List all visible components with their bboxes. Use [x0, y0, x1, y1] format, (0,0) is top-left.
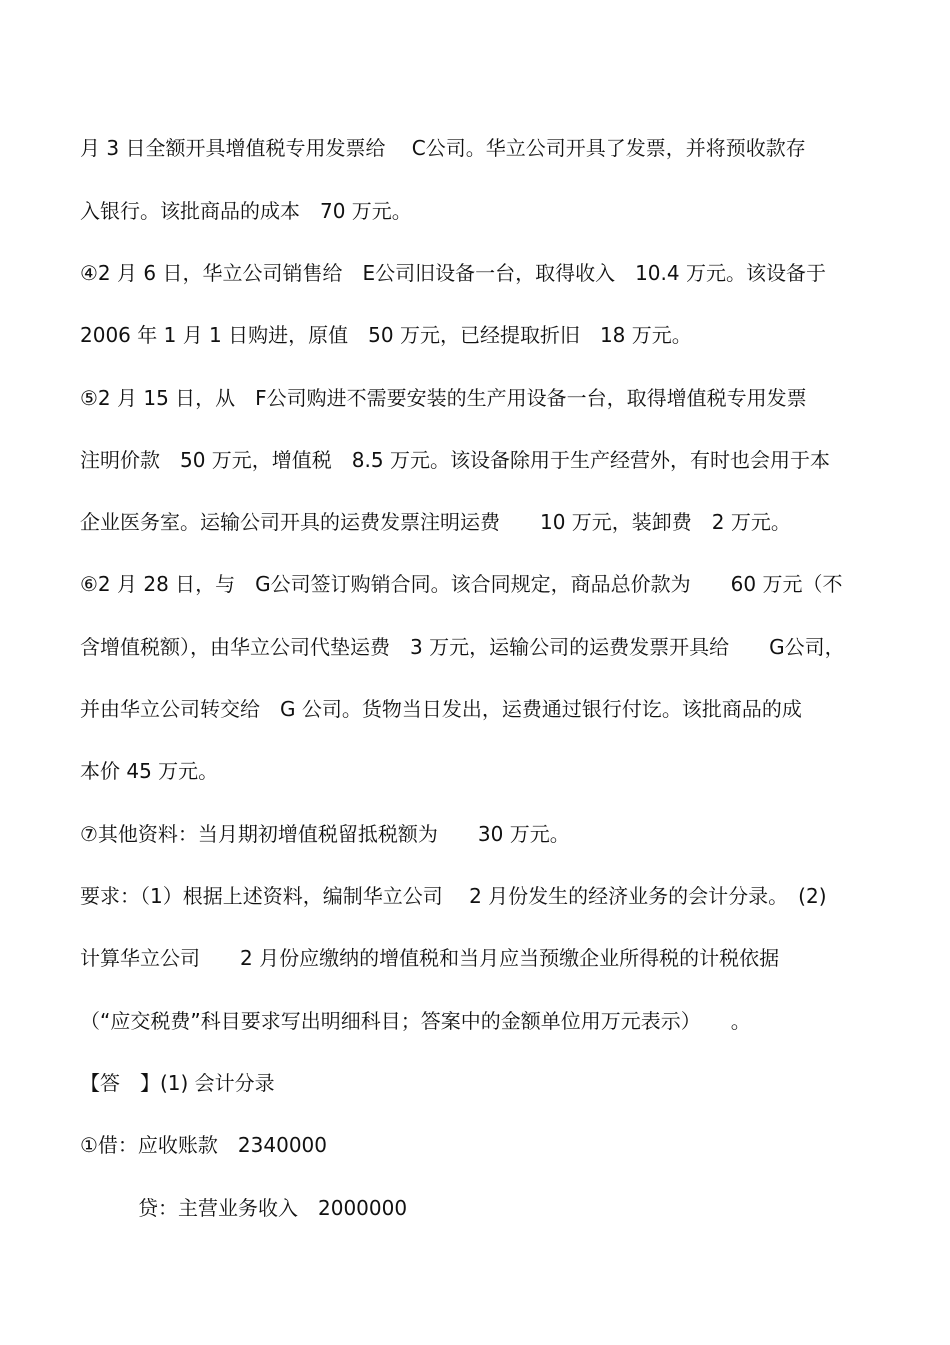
requirement-line: （“应交税费”科目要求写出明细科目；答案中的金额单位用万元表示） 。 — [80, 1009, 751, 1033]
paragraph-line: ⑤2 月 15 日，从 F公司购进不需要安装的生产用设备一台，取得增值税专用发票 — [80, 386, 807, 410]
journal-entry-credit: 贷：主营业务收入 2000000 — [138, 1196, 408, 1220]
answer-heading: 【答 】(1) 会计分录 — [80, 1071, 275, 1095]
paragraph-line: 本价 45 万元。 — [80, 759, 219, 783]
paragraph-line: ⑦其他资料：当月期初增值税留抵税额为 30 万元。 — [80, 822, 570, 846]
paragraph-line: 入银行。该批商品的成本 70 万元。 — [80, 199, 412, 223]
paragraph-line: 含增值税额），由华立公司代垫运费 3 万元，运输公司的运费发票开具给 G公司， — [80, 635, 845, 659]
paragraph-line: 企业医务室。运输公司开具的运费发票注明运费 10 万元，装卸费 2 万元。 — [80, 510, 791, 534]
requirement-line: 要求：（1）根据上述资料，编制华立公司 2 月份发生的经济业务的会计分录。 (2) — [80, 884, 827, 908]
paragraph-line: 并由华立公司转交给 G 公司。货物当日发出，运费通过银行付讫。该批商品的成 — [80, 697, 802, 721]
requirement-line: 计算华立公司 2 月份应缴纳的增值税和当月应当预缴企业所得税的计税依据 — [80, 946, 780, 970]
paragraph-line: 注明价款 50 万元，增值税 8.5 万元。该设备除用于生产经营外，有时也会用于本 — [80, 448, 830, 472]
journal-entry-debit: ①借：应收账款 2340000 — [80, 1133, 328, 1157]
paragraph-line: 2006 年 1 月 1 日购进，原值 50 万元，已经提取折旧 18 万元。 — [80, 323, 692, 347]
paragraph-line: 月 3 日全额开具增值税专用发票给 C公司。华立公司开具了发票，并将预收款存 — [80, 136, 806, 160]
paragraph-line: ⑥2 月 28 日，与 G公司签订购销合同。该合同规定，商品总价款为 60 万元（不 — [80, 572, 843, 596]
paragraph-line: ④2 月 6 日，华立公司销售给 E公司旧设备一台，取得收入 10.4 万元。该设备于 — [80, 261, 826, 285]
